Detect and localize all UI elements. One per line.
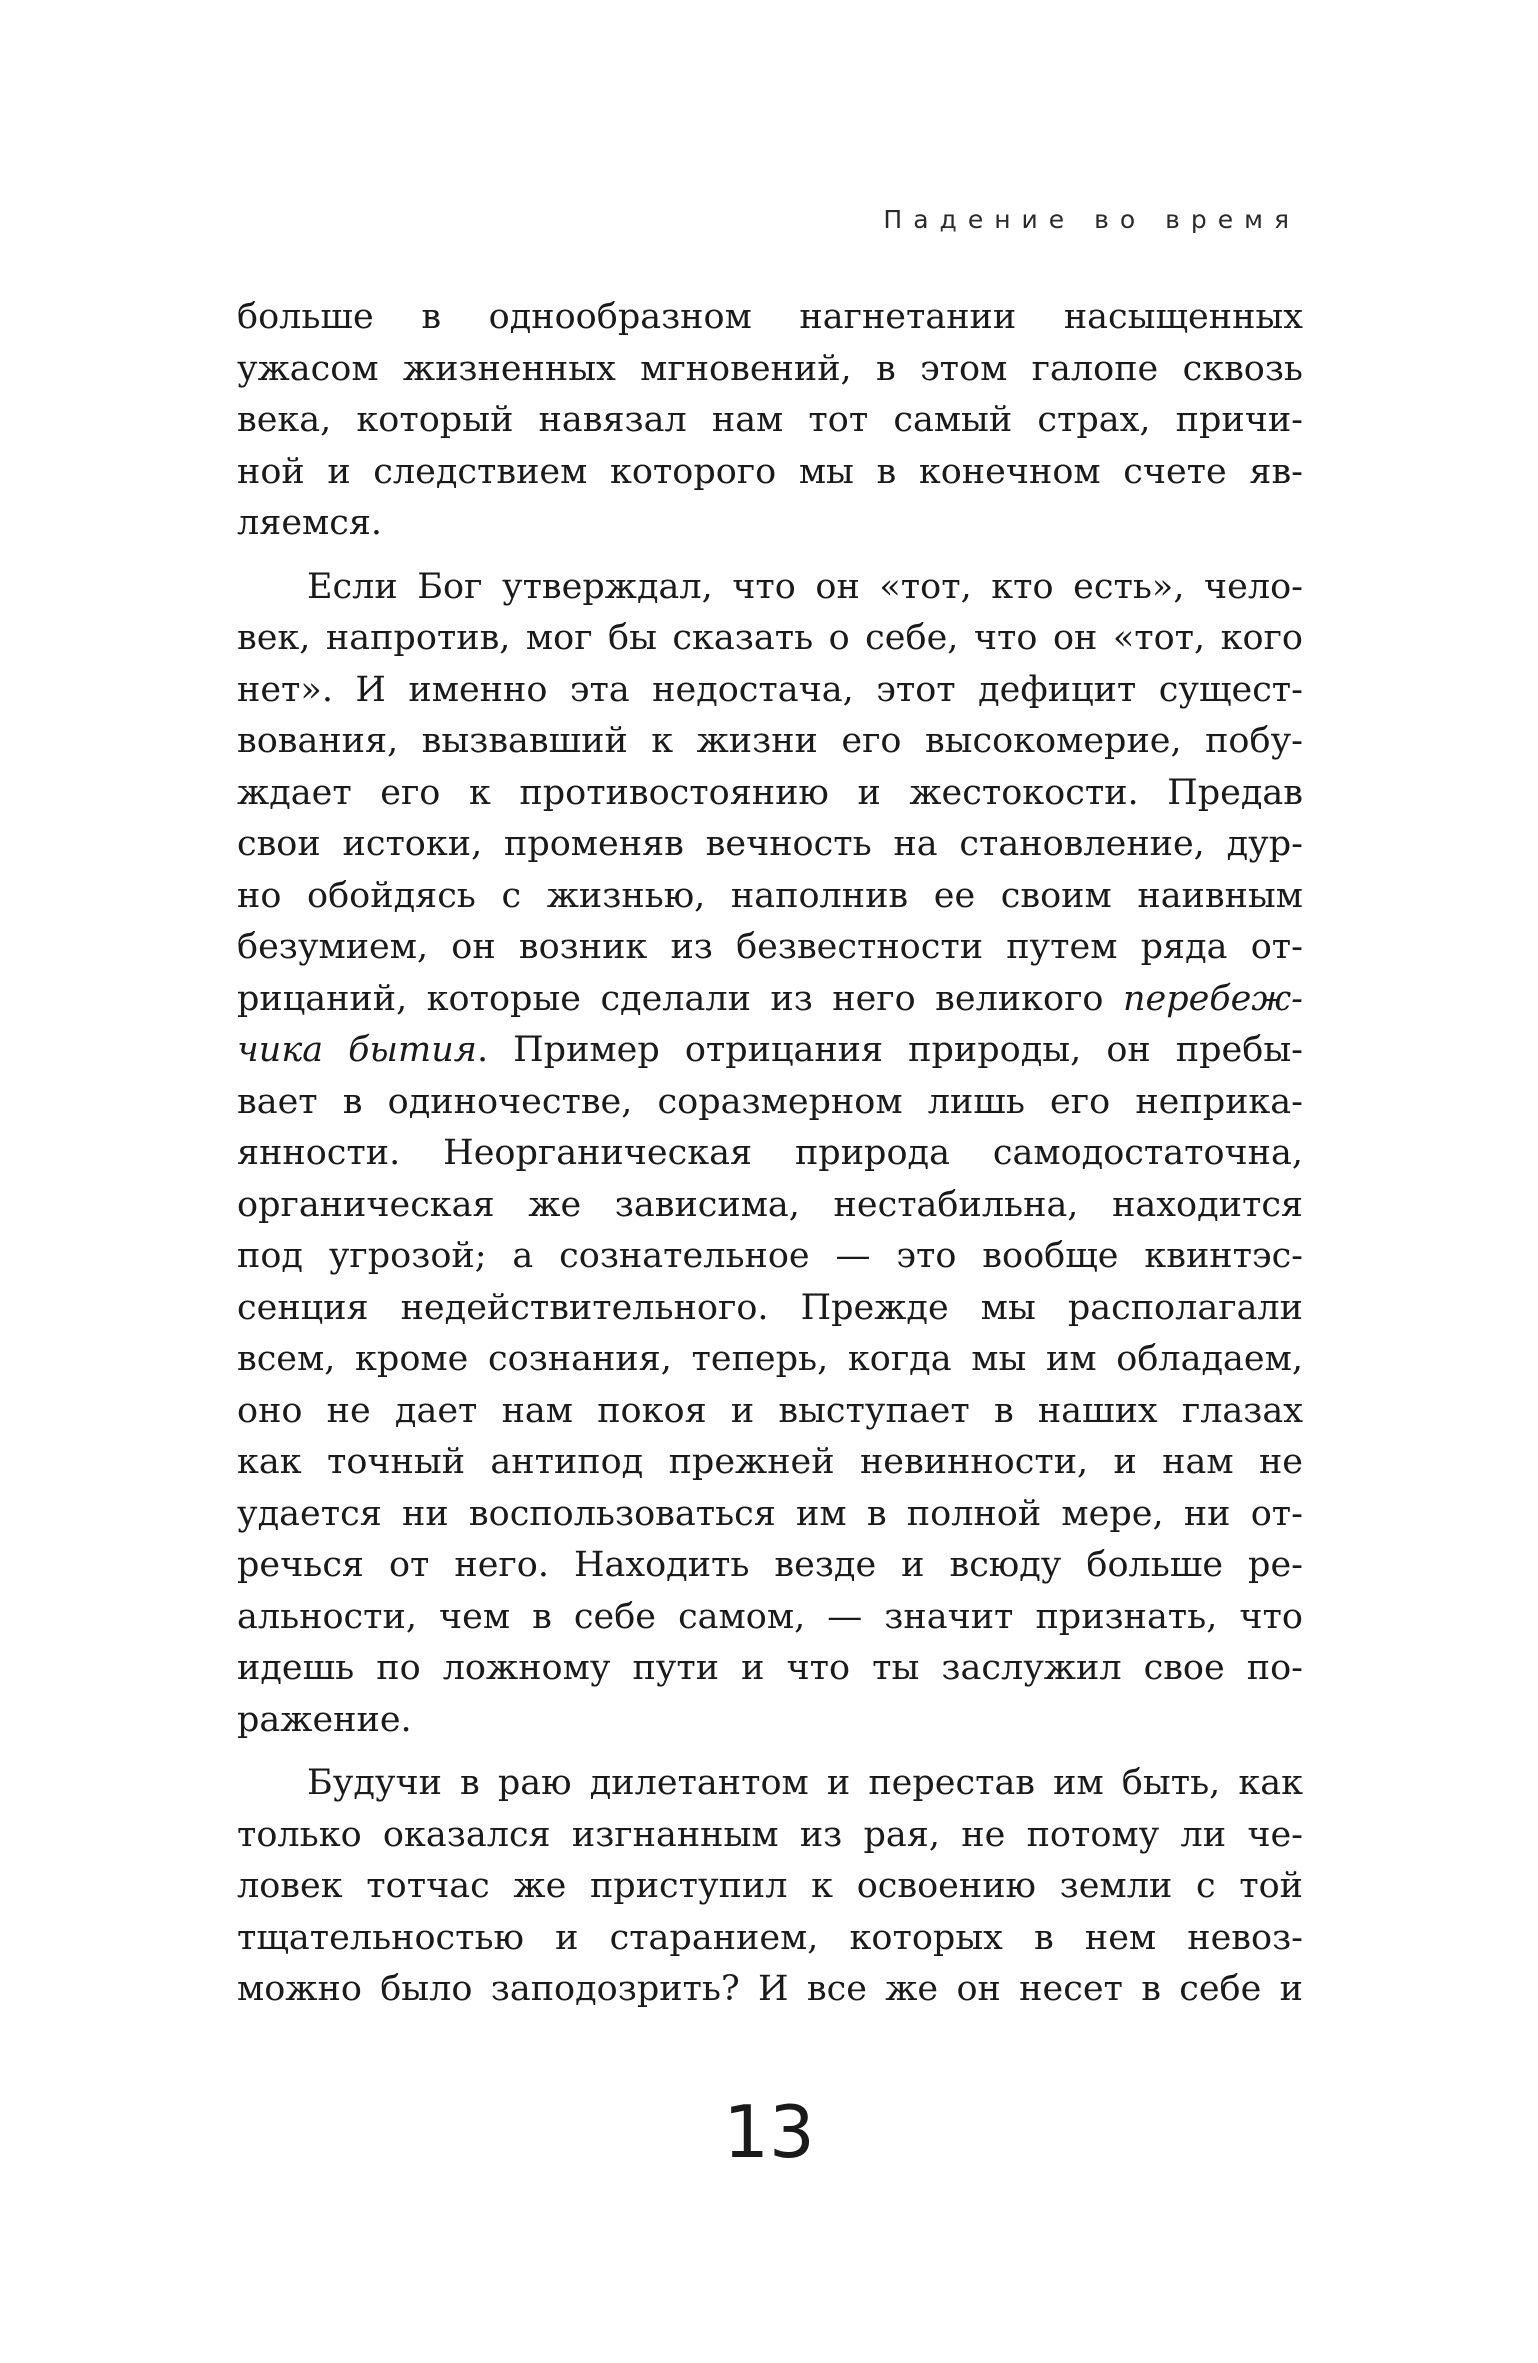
text-line: сенция недействительного. Прежде мы располагали [237,1287,1303,1328]
text-line: речься от него. Находить везде и всюду больше ре- [237,1545,1303,1585]
text-line: вает в одиночестве, соразмерном лишь его неприка- [237,1081,1303,1122]
running-head: Падение во время [883,205,1300,234]
text-line: ной и следствием которого мы в конечном счете яв- [237,451,1303,492]
paragraph-3 [237,1758,1303,2016]
paragraph-gap [237,1746,1303,1758]
text-line: оно не дает нам покоя и выступает в наших глазах [237,1390,1303,1431]
text-line: рицаний, которые сделали из него великого перебеж- [237,978,1303,1019]
text-line: Если Бог утверждал, что он «тот, кто есть», чело- [307,566,1303,607]
body-text [237,292,1303,2016]
text-line: нет». И именно эта недостача, этот дефицит сущест- [237,669,1303,710]
text-line: века, который навязал нам тот самый страх, причи- [237,400,1303,440]
text-line: но обойдясь с жизнью, наполнив ее своим наивным [237,875,1303,916]
text-line: Будучи в раю дилетантом и перестав им быть, как [307,1763,1303,1803]
text-line: можно было заподозрить? И все же он несет в себе и [237,1969,1303,2009]
text-line: безумием, он возник из безвестности путем ряда от- [237,927,1303,967]
italic-phrase: чика бытия [237,1030,477,1070]
text-line: век, напротив, мог бы сказать о себе, что он «тот, кого [237,618,1303,658]
italic-phrase: перебеж- [1122,978,1303,1019]
text-line: ужасом жизненных мгновений, в этом галопе сквозь [237,348,1303,389]
paragraph-gap [237,550,1303,562]
page-number: 13 [723,2090,815,2174]
paragraph-1 [237,292,1303,550]
text-line: удается ни воспользоваться им в полной мере, ни от- [237,1493,1303,1534]
text-line: ждает его к противостоянию и жестокости. Предав [237,772,1303,813]
text-line: альности, чем в себе самом, — значит признать, что [237,1596,1303,1637]
text-line: ражение. [237,1699,412,1740]
text-line: идешь по ложному пути и что ты заслужил свое по- [237,1648,1303,1688]
text-line: больше в однообразном нагнетании насыщенных [237,297,1303,337]
text-line: ловек тотчас же приступил к освоению земли с той [237,1866,1303,1906]
text-line: вования, вызвавший к жизни его высокомерие, побу- [237,721,1303,761]
text-line: как точный антипод прежней невинности, и нам не [237,1442,1303,1482]
text-line: органическая же зависима, нестабильна, находится [237,1184,1303,1225]
text-line: только оказался изгнанным из рая, не потому ли че- [237,1814,1303,1855]
text-line: тщательностью и старанием, которых в нем невоз- [237,1917,1303,1958]
text-line: свои истоки, променяв вечность на становление, дур- [237,824,1303,864]
text-line: ляемся. [237,503,383,543]
text-line: янности. Неорганическая природа самодостаточна, [237,1133,1303,1173]
text-line: чика бытия. Пример отрицания природы, он пребы- [237,1030,1303,1070]
paragraph-2 [237,562,1303,1747]
text-line: всем, кроме сознания, теперь, когда мы им обладаем, [237,1339,1303,1379]
text-line: под угрозой; а сознательное — это вообще квинтэс- [237,1236,1303,1276]
